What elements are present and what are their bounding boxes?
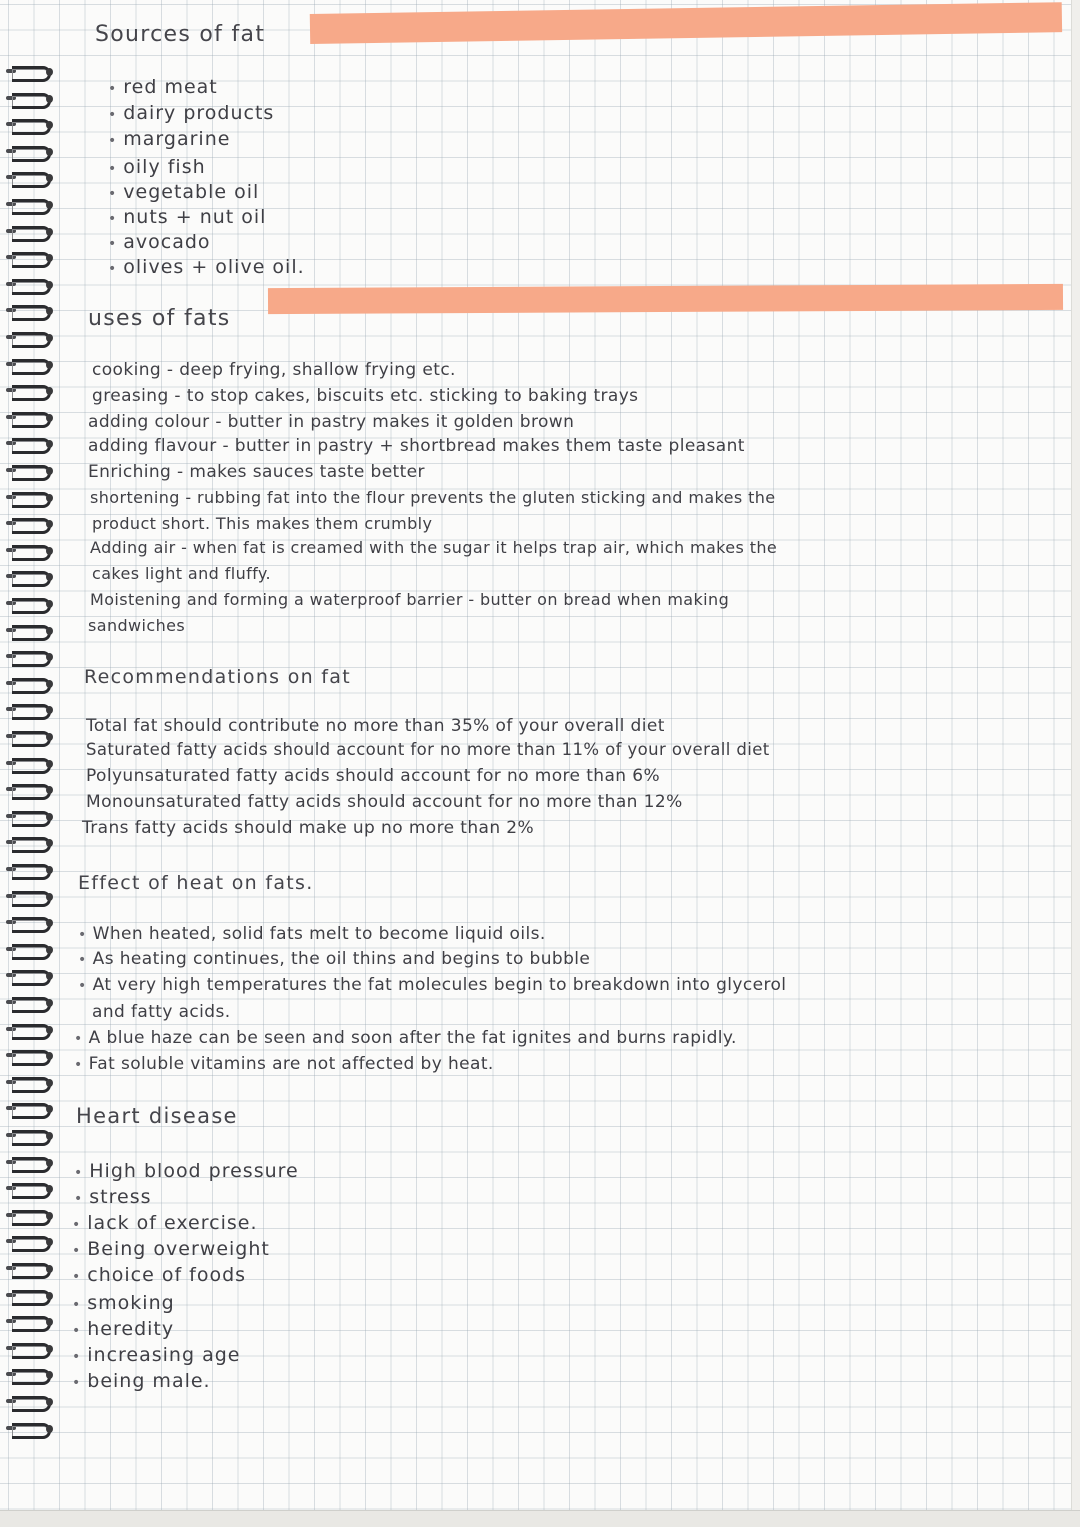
- spiral-ring: [6, 1179, 54, 1197]
- spiral-ring: [6, 381, 54, 399]
- heading-effect-of-heat: Effect of heat on fats.: [78, 872, 314, 894]
- list-item: • nuts + nut oil: [108, 206, 266, 228]
- list-item: • oily fish: [108, 156, 206, 178]
- spiral-ring: [6, 1099, 54, 1117]
- spiral-ring: [6, 993, 54, 1011]
- spiral-ring: [6, 1365, 54, 1383]
- spiral-ring: [6, 195, 54, 213]
- text-line: Total fat should contribute no more than 35% of your overall diet: [86, 716, 665, 736]
- spiral-ring: [6, 780, 54, 798]
- spiral-ring: [6, 115, 54, 133]
- list-item: • When heated, solid fats melt to become liquid oils.: [78, 924, 546, 944]
- text-line: cakes light and fluffy.: [92, 564, 271, 583]
- spiral-ring: [6, 514, 54, 532]
- spiral-ring: [6, 434, 54, 452]
- spiral-ring: [6, 1259, 54, 1277]
- spiral-ring: [6, 1046, 54, 1064]
- list-item: • stress: [74, 1186, 152, 1208]
- list-item: • olives + olive oil.: [108, 256, 305, 278]
- spiral-ring: [6, 1419, 54, 1437]
- spiral-ring: [6, 1153, 54, 1171]
- list-item: • choice of foods: [72, 1264, 246, 1286]
- spiral-ring: [6, 940, 54, 958]
- heading-heart-disease: Heart disease: [76, 1104, 238, 1128]
- spiral-ring: [6, 461, 54, 479]
- text-line: greasing - to stop cakes, biscuits etc. sticking to baking trays: [92, 386, 639, 406]
- text-line: Adding air - when fat is creamed with the sugar it helps trap air, which makes the: [90, 538, 778, 557]
- page-edge-right: [1071, 0, 1080, 1527]
- spiral-ring: [6, 1020, 54, 1038]
- spiral-ring: [6, 1126, 54, 1144]
- list-item: • increasing age: [72, 1344, 240, 1366]
- list-item: • lack of exercise.: [72, 1212, 257, 1234]
- text-line: sandwiches: [88, 616, 186, 635]
- spiral-ring: [6, 1286, 54, 1304]
- text-line: and fatty acids.: [92, 1002, 231, 1022]
- text-line: product short. This makes them crumbly: [92, 514, 433, 533]
- spiral-ring: [6, 89, 54, 107]
- spiral-ring: [6, 913, 54, 931]
- spiral-ring: [6, 1339, 54, 1357]
- list-item: • At very high temperatures the fat molecules begin to breakdown into glycerol: [78, 975, 786, 995]
- spiral-ring: [6, 1312, 54, 1330]
- spiral-ring: [6, 328, 54, 346]
- text-line: adding flavour - butter in pastry + shortbread makes them taste pleasant: [88, 436, 745, 456]
- spiral-ring: [6, 700, 54, 718]
- spiral-ring: [6, 594, 54, 612]
- spiral-ring: [6, 567, 54, 585]
- spiral-ring: [6, 248, 54, 266]
- spiral-ring: [6, 168, 54, 186]
- spiral-ring: [6, 621, 54, 639]
- spiral-ring: [6, 887, 54, 905]
- spiral-ring: [6, 754, 54, 772]
- text-line: Trans fatty acids should make up no more than 2%: [82, 818, 535, 838]
- list-item: • heredity: [72, 1318, 174, 1340]
- spiral-ring: [6, 408, 54, 426]
- spiral-ring: [6, 275, 54, 293]
- list-item: • High blood pressure: [74, 1160, 299, 1182]
- spiral-binding: [6, 62, 58, 1452]
- spiral-ring: [6, 833, 54, 851]
- text-line: cooking - deep frying, shallow frying etc.: [92, 360, 456, 380]
- list-item: • Being overweight: [72, 1238, 270, 1260]
- spiral-ring: [6, 674, 54, 692]
- spiral-ring: [6, 1232, 54, 1250]
- list-item: • dairy products: [108, 102, 274, 124]
- spiral-ring: [6, 727, 54, 745]
- spiral-ring: [6, 301, 54, 319]
- list-item: • Fat soluble vitamins are not affected by heat.: [74, 1054, 494, 1074]
- spiral-ring: [6, 355, 54, 373]
- spiral-ring: [6, 488, 54, 506]
- list-item: • avocado: [108, 231, 211, 253]
- heading-uses-of-fats: uses of fats: [88, 306, 231, 331]
- spiral-ring: [6, 966, 54, 984]
- list-item: • being male.: [72, 1370, 211, 1392]
- spiral-ring: [6, 541, 54, 559]
- text-line: adding colour - butter in pastry makes it golden brown: [88, 412, 575, 432]
- spiral-ring: [6, 860, 54, 878]
- text-line: Saturated fatty acids should account for no more than 11% of your overall diet: [86, 740, 770, 759]
- list-item: • As heating continues, the oil thins and begins to bubble: [78, 949, 590, 969]
- spiral-ring: [6, 1206, 54, 1224]
- text-line: Moistening and forming a waterproof barrier - butter on bread when making: [90, 590, 730, 609]
- heading-sources-of-fat: Sources of fat: [95, 22, 266, 47]
- spiral-ring: [6, 222, 54, 240]
- spiral-ring: [6, 142, 54, 160]
- text-line: shortening - rubbing fat into the flour prevents the gluten sticking and makes the: [90, 488, 776, 507]
- list-item: • vegetable oil: [108, 181, 259, 203]
- heading-recommendations: Recommendations on fat: [84, 666, 351, 688]
- spiral-ring: [6, 62, 54, 80]
- list-item: • red meat: [108, 76, 218, 98]
- text-line: Polyunsaturated fatty acids should account for no more than 6%: [86, 766, 661, 786]
- list-item: • smoking: [72, 1292, 175, 1314]
- list-item: • margarine: [108, 128, 230, 150]
- spiral-ring: [6, 807, 54, 825]
- spiral-ring: [6, 1073, 54, 1091]
- text-line: Monounsaturated fatty acids should account for no more than 12%: [86, 792, 683, 812]
- spiral-ring: [6, 1392, 54, 1410]
- text-line: Enriching - makes sauces taste better: [88, 462, 425, 482]
- list-item: • A blue haze can be seen and soon after the fat ignites and burns rapidly.: [74, 1028, 737, 1048]
- highlight-uses: [268, 284, 1063, 314]
- page-edge-bottom: [0, 1510, 1080, 1527]
- spiral-ring: [6, 647, 54, 665]
